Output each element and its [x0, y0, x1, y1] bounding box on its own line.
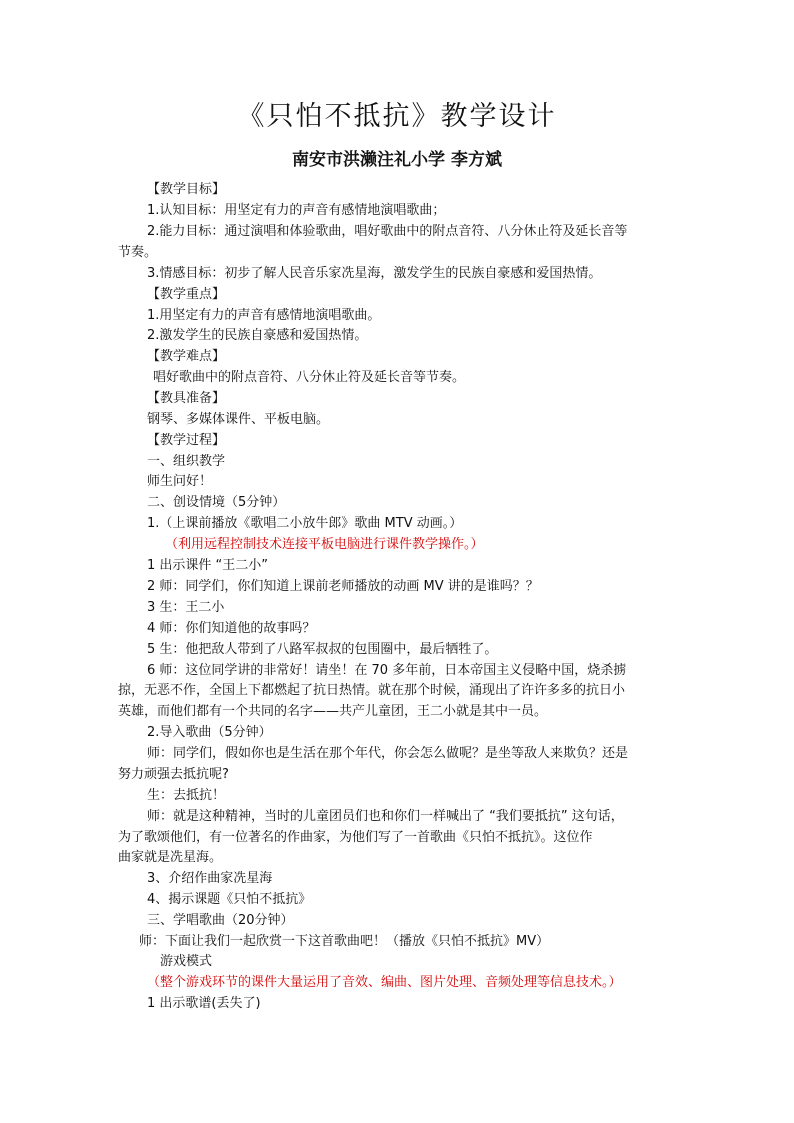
process-line: 生：去抵抗！ — [147, 788, 226, 803]
process-line: 5 生：他把敌人带到了八路军叔叔的包围圈中，最后牺牲了。 — [147, 642, 498, 657]
process-line: 为了歌颂他们，有一位著名的作曲家，为他们写了一首歌曲《只怕不抵抗》。这位作 — [118, 830, 593, 845]
process-line: 3、介绍作曲家冼星海 — [147, 871, 273, 886]
process-line: 1.（上课前播放《歌唱二小放牛郎》歌曲 MTV 动画。） — [147, 516, 463, 531]
key-heading: 【教学重点】 — [147, 287, 226, 302]
goals-heading: 【教学目标】 — [147, 182, 226, 197]
process-line: 二、创设情境（5分钟） — [147, 495, 286, 510]
process-line: 2 师：同学们，你们知道上课前老师播放的动画 MV 讲的是谁吗？？ — [147, 579, 539, 594]
goal-2-line-1: 2.能力目标：通过演唱和体验歌曲，唱好歌曲中的附点音符、八分休止符及延长音等 — [147, 224, 628, 239]
process-line: 英雄，而他们都有一个共同的名字——共产儿童团，王二小就是其中一员。 — [118, 704, 548, 719]
process-line: 掠，无恶不作，全国上下都燃起了抗日热情。就在那个时候，涌现出了许许多多的抗日小 — [118, 683, 626, 698]
goal-1: 1.认知目标：用坚定有力的声音有感情地演唱歌曲； — [147, 203, 446, 218]
author-line: 南安市洪濑注礼小学 李方斌 — [292, 150, 502, 170]
goal-3: 3.情感目标：初步了解人民音乐家冼星海，激发学生的民族自豪感和爱国热情。 — [147, 266, 602, 281]
tools-1: 钢琴、多媒体课件、平板电脑。 — [147, 412, 330, 427]
process-line: 4 师：你们知道他的故事吗？ — [147, 621, 316, 636]
process-line: 游戏模式 — [160, 954, 213, 969]
process-line: 2.导入歌曲（5分钟） — [147, 725, 272, 740]
process-line: 1 出示歌谱(丢失了) — [147, 996, 261, 1011]
process-line: 6 师：这位同学讲的非常好！请坐！在 70 多年前，日本帝国主义侵略中国，烧杀掳 — [147, 663, 627, 678]
tools-heading: 【教具准备】 — [147, 391, 226, 406]
process-line: 努力顽强去抵抗呢? — [118, 767, 229, 782]
process-heading: 【教学过程】 — [147, 433, 226, 448]
process-line: 一、组织教学 — [147, 454, 226, 469]
goal-2-line-2: 节奏。 — [118, 245, 158, 260]
process-line: 师生问好！ — [147, 474, 213, 489]
document-title: 《只怕不抵抗》教学设计 — [237, 101, 557, 132]
red-annotation: （整个游戏环节的课件大量运用了音效、编曲、图片处理、音频处理等信息技术。） — [147, 975, 622, 990]
difficulty-1: 唱好歌曲中的附点音符、八分休止符及延长音等节奏。 — [153, 370, 466, 385]
process-line: 曲家就是冼星海。 — [118, 850, 223, 865]
process-line: 师：就是这种精神，当时的儿童团员们也和你们一样喊出了 “我们要抵抗” 这句话， — [147, 809, 624, 824]
difficulty-heading: 【教学难点】 — [147, 349, 226, 364]
process-line: 3 生：王二小 — [147, 600, 225, 615]
process-line: 1 出示课件 “王二小” — [147, 558, 269, 573]
process-line: 4、揭示课题《只怕不抵抗》 — [147, 892, 312, 907]
key-2: 2.激发学生的民族自豪感和爱国热情。 — [147, 328, 368, 343]
red-annotation: （利用远程控制技术连接平板电脑进行课件教学操作。） — [165, 537, 484, 552]
process-line: 师：下面让我们一起欣赏一下这首歌曲吧！（播放《只怕不抵抗》MV） — [139, 934, 550, 949]
process-line: 三、学唱歌曲（20分钟） — [147, 913, 294, 928]
key-1: 1.用坚定有力的声音有感情地演唱歌曲。 — [147, 308, 381, 323]
process-line: 师：同学们，假如你也是生活在那个年代，你会怎么做呢？是坐等敌人来欺负？还是 — [147, 746, 629, 761]
